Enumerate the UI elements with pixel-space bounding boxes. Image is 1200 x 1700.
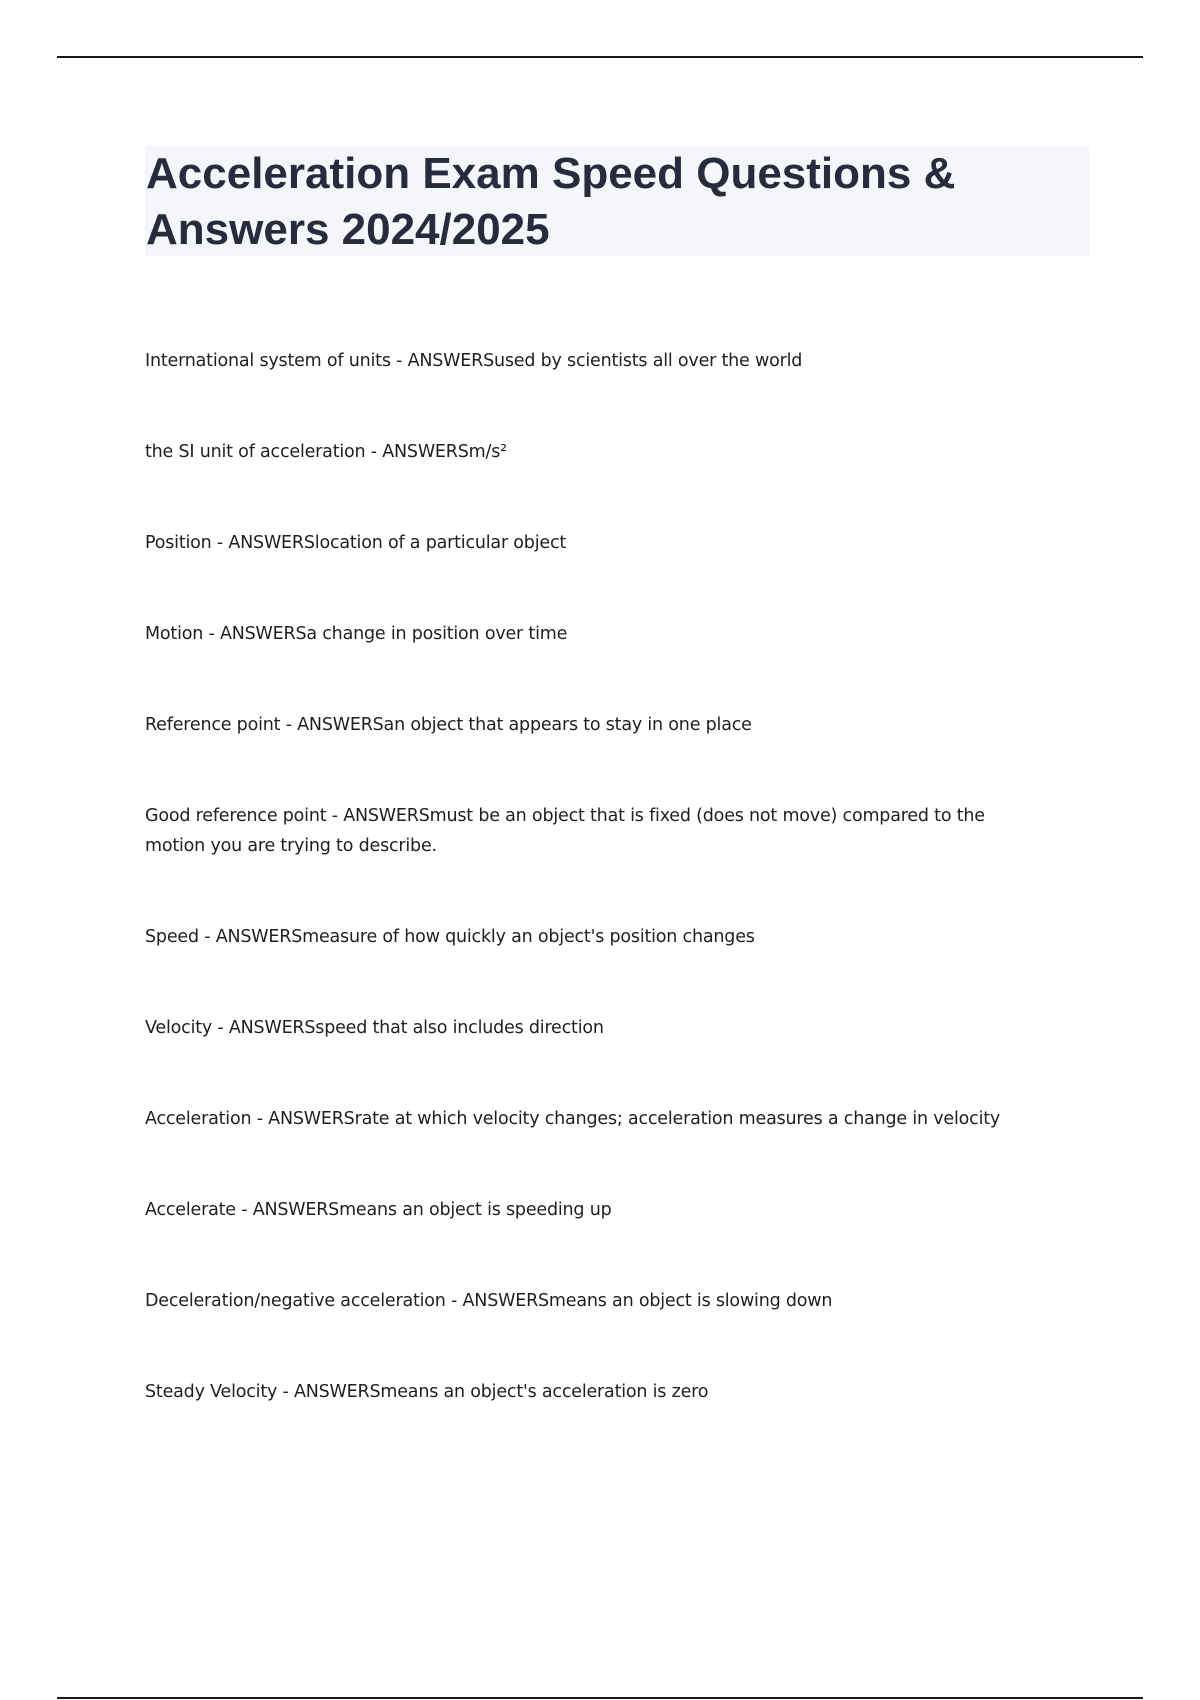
qa-item-speed: Speed - ANSWERSmeasure of how quickly an object's position changes [145, 927, 755, 947]
header-rule [57, 56, 1143, 58]
qa-item-steady-velocity: Steady Velocity - ANSWERSmeans an object's acceleration is zero [145, 1382, 709, 1402]
qa-item-acceleration: Acceleration - ANSWERSrate at which velocity changes; acceleration measures a change in velocity [145, 1109, 1001, 1129]
qa-item-international-system: International system of units - ANSWERSused by scientists all over the world [145, 351, 803, 371]
qa-item-si-unit-acceleration: the SI unit of acceleration - ANSWERSm/s² [145, 442, 507, 462]
qa-item-reference-point: Reference point - ANSWERSan object that appears to stay in one place [145, 715, 752, 735]
qa-item-position: Position - ANSWERSlocation of a particular object [145, 533, 567, 553]
qa-list [145, 346, 1045, 1407]
footer-rule [57, 1697, 1143, 1699]
qa-item-motion: Motion - ANSWERSa change in position over time [145, 624, 568, 644]
qa-item-good-reference-point: Good reference point - ANSWERSmust be an object that is fixed (does not move) compared to the motion you are trying to describe. [145, 806, 985, 856]
document-title: Acceleration Exam Speed Questions & Answers 2024/2025 [146, 149, 956, 254]
qa-item-velocity: Velocity - ANSWERSspeed that also includes direction [145, 1018, 604, 1038]
qa-item-accelerate: Accelerate - ANSWERSmeans an object is speeding up [145, 1200, 612, 1220]
title-block [145, 146, 1089, 256]
qa-item-deceleration: Deceleration/negative acceleration - ANSWERSmeans an object is slowing down [145, 1291, 833, 1311]
